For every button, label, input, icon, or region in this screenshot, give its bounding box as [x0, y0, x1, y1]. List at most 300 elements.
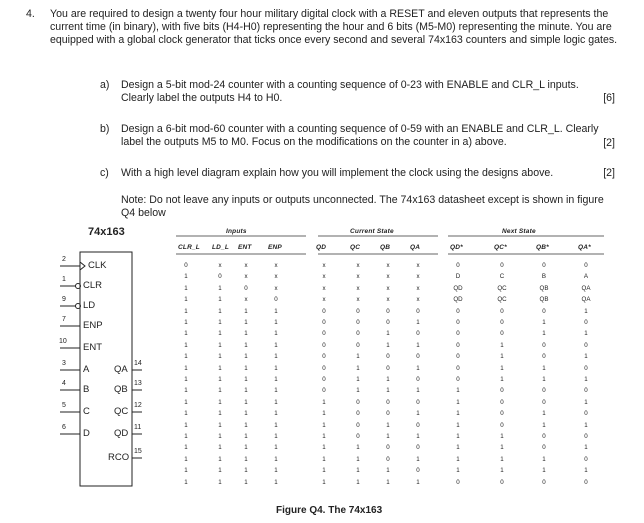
table-cell: 0 — [500, 319, 504, 326]
table-cell: 1 — [184, 307, 188, 315]
table-cell: x — [244, 262, 248, 269]
table-cell: 1 — [322, 398, 326, 406]
table-body — [176, 262, 616, 490]
table-cell: 1 — [244, 433, 248, 440]
pin-label-clr: CLR — [83, 280, 103, 291]
table-cell: 0 — [416, 330, 420, 338]
function-table — [176, 228, 616, 490]
table-header-cell: QA* — [578, 244, 591, 251]
table-cell: 1 — [274, 444, 278, 452]
table-header-row — [176, 244, 616, 254]
table-cell: 1 — [542, 455, 546, 463]
table-cell: 0 — [322, 353, 326, 361]
table-cell: 1 — [456, 444, 460, 452]
pin-label-a: A — [83, 364, 90, 375]
table-cell: 1 — [218, 364, 222, 372]
table-cell: 0 — [386, 398, 390, 406]
question-number: 4. — [26, 8, 35, 20]
table-cell: 0 — [416, 421, 420, 429]
table-cell: 1 — [184, 421, 188, 429]
table-cell: 0 — [356, 410, 360, 418]
table-cell: 1 — [244, 341, 248, 349]
table-cell: 1 — [274, 478, 278, 486]
table-cell: 0 — [356, 421, 360, 429]
table-cell: 1 — [274, 376, 278, 383]
table-cell: 0 — [542, 341, 546, 349]
table-cell: 0 — [386, 455, 390, 463]
table-cell: 1 — [500, 364, 504, 372]
table-cell: 0 — [218, 273, 222, 281]
part-a-text: Design a 5-bit mod-24 counter with a counting sequence of 0-23 with ENABLE and CLR_L inputs. Clearly label the outputs H4 to H0. — [121, 79, 579, 104]
table-row — [176, 262, 616, 273]
table-cell: 1 — [244, 444, 248, 452]
table-cell: 0 — [322, 364, 326, 372]
table-cell: 1 — [500, 455, 504, 463]
table-cell: 1 — [184, 296, 188, 304]
table-cell: 0 — [322, 330, 326, 338]
table-cell: x — [416, 273, 420, 281]
figure-caption: Figure Q4. The 74x163 — [276, 505, 383, 516]
part-c-text: With a high level diagram explain how you will implement the clock using the designs above. — [121, 167, 554, 179]
table-cell: 1 — [456, 455, 460, 463]
table-cell: 0 — [386, 444, 390, 452]
table-cell: 1 — [322, 455, 326, 463]
pin-label-rco: RCO — [108, 452, 130, 463]
table-cell: 0 — [542, 387, 546, 395]
table-cell: 1 — [584, 444, 588, 452]
table-cell: 1 — [456, 410, 460, 418]
part-c-label: c) — [100, 167, 109, 179]
pin-num-qb: 13 — [134, 380, 142, 387]
table-cell: A — [583, 273, 589, 281]
table-cell: 1 — [542, 410, 546, 418]
table-cell: 1 — [218, 444, 222, 452]
table-cell: 1 — [356, 455, 360, 463]
table-cell: 0 — [500, 330, 504, 338]
table-cell: 1 — [584, 376, 588, 383]
table-cell: 0 — [356, 433, 360, 440]
pin-label-c: C — [83, 406, 90, 417]
table-cell: x — [356, 296, 360, 304]
table-cell: 1 — [184, 284, 188, 292]
table-cell: 1 — [386, 330, 390, 338]
table-cell: 0 — [416, 376, 420, 383]
table-cell: 1 — [218, 376, 222, 383]
table-cell: 1 — [416, 478, 420, 486]
pin-label-qb: QB — [114, 384, 128, 395]
table-cell: 1 — [184, 467, 188, 475]
table-row — [176, 410, 616, 421]
pin-label-clk: CLK — [88, 260, 107, 271]
table-row — [176, 308, 616, 319]
group-current: Current State — [350, 228, 394, 235]
table-cell: x — [416, 284, 420, 292]
table-cell: C — [499, 273, 505, 281]
table-cell: B — [541, 273, 547, 281]
table-cell: 1 — [218, 467, 222, 475]
table-cell: 0 — [456, 262, 460, 269]
table-cell: 1 — [542, 330, 546, 338]
table-cell: x — [244, 273, 248, 281]
table-cell: 1 — [356, 467, 360, 475]
table-cell: 1 — [542, 319, 546, 326]
table-cell: x — [416, 262, 420, 269]
table-cell: 1 — [218, 478, 222, 486]
table-cell: x — [386, 296, 390, 304]
table-row — [176, 273, 616, 284]
table-cell: 1 — [416, 319, 420, 326]
table-cell: 1 — [356, 353, 360, 361]
table-cell: 1 — [184, 341, 188, 349]
table-row — [176, 330, 616, 341]
pin-num-c: 5 — [62, 402, 66, 409]
table-cell: 1 — [416, 433, 420, 440]
pin-num-d: 6 — [62, 424, 66, 431]
table-cell: QB — [539, 284, 549, 292]
table-row — [176, 479, 616, 490]
table-header-cell: QB — [380, 244, 391, 251]
table-cell: 1 — [322, 478, 326, 486]
chip-title: 74x163 — [88, 226, 125, 238]
table-cell: 1 — [184, 330, 188, 338]
table-cell: x — [416, 296, 420, 304]
table-cell: 0 — [542, 262, 546, 269]
table-cell: 1 — [274, 319, 278, 326]
table-cell: 0 — [584, 341, 588, 349]
table-cell: 0 — [542, 444, 546, 452]
table-cell: 1 — [184, 364, 188, 372]
table-cell: 1 — [218, 319, 222, 326]
table-row — [176, 319, 616, 330]
table-cell: 1 — [542, 467, 546, 475]
table-cell: 1 — [322, 444, 326, 452]
table-cell: 1 — [416, 455, 420, 463]
table-cell: 1 — [416, 341, 420, 349]
table-cell: QC — [497, 284, 507, 292]
table-cell: 1 — [274, 421, 278, 429]
table-cell: 1 — [244, 364, 248, 372]
table-row — [176, 456, 616, 467]
table-cell: 1 — [244, 398, 248, 406]
table-row — [176, 365, 616, 376]
table-cell: 1 — [386, 467, 390, 475]
pin-num-ld: 9 — [62, 296, 66, 303]
part-b-marks: [2] — [603, 137, 615, 149]
table-cell: 1 — [416, 387, 420, 395]
table-cell: 1 — [218, 398, 222, 406]
pin-num-qd: 11 — [134, 424, 142, 431]
table-cell: 1 — [386, 376, 390, 383]
table-cell: 1 — [184, 433, 188, 440]
table-header-cell: ENT — [238, 244, 252, 251]
table-cell: 1 — [184, 444, 188, 452]
table-cell: 0 — [584, 433, 588, 440]
table-cell: 0 — [500, 262, 504, 269]
table-cell: 0 — [584, 478, 588, 486]
table-cell: x — [356, 284, 360, 292]
table-row — [176, 387, 616, 398]
table-cell: QB — [539, 296, 549, 304]
table-cell: 0 — [584, 455, 588, 463]
table-cell: 1 — [322, 467, 326, 475]
table-cell: 1 — [386, 433, 390, 440]
table-cell: 1 — [244, 353, 248, 361]
table-cell: 1 — [184, 353, 188, 361]
table-cell: 1 — [218, 421, 222, 429]
table-cell: 0 — [322, 341, 326, 349]
table-cell: 0 — [456, 376, 460, 383]
table-cell: 1 — [244, 307, 248, 315]
table-cell: 1 — [542, 376, 546, 383]
part-b-label: b) — [100, 123, 110, 135]
pin-num-enp: 7 — [62, 316, 66, 323]
table-cell: 1 — [322, 421, 326, 429]
table-cell: 0 — [584, 262, 588, 269]
table-cell: 1 — [500, 353, 504, 361]
table-cell: 0 — [542, 398, 546, 406]
table-cell: 1 — [542, 421, 546, 429]
table-cell: 1 — [184, 319, 188, 326]
table-cell: 1 — [184, 410, 188, 418]
table-row — [176, 399, 616, 410]
table-cell: 0 — [416, 444, 420, 452]
table-header-cell: CLR_L — [178, 244, 200, 251]
table-cell: 1 — [584, 467, 588, 475]
table-cell: 1 — [244, 455, 248, 463]
table-cell: 1 — [244, 387, 248, 395]
table-cell: 1 — [356, 478, 360, 486]
table-cell: 0 — [500, 307, 504, 315]
table-cell: 1 — [244, 421, 248, 429]
table-cell: 0 — [184, 262, 188, 269]
table-cell: 1 — [500, 376, 504, 383]
table-cell: 1 — [184, 478, 188, 486]
table-cell: 1 — [274, 410, 278, 418]
table-cell: 1 — [244, 467, 248, 475]
table-cell: 1 — [456, 433, 460, 440]
table-cell: 1 — [274, 467, 278, 475]
table-cell: 1 — [184, 273, 188, 281]
table-cell: 1 — [584, 398, 588, 406]
table-cell: 0 — [500, 410, 504, 418]
table-cell: 1 — [244, 330, 248, 338]
table-cell: 0 — [386, 364, 390, 372]
table-cell: 1 — [218, 433, 222, 440]
table-cell: 0 — [356, 319, 360, 326]
table-cell: 0 — [386, 353, 390, 361]
table-cell: QA — [581, 296, 591, 304]
table-cell: 0 — [274, 296, 278, 304]
table-cell: QC — [497, 296, 507, 304]
pin-label-ent: ENT — [83, 342, 102, 353]
table-header-cell: ENP — [268, 244, 282, 251]
chip-symbol — [58, 240, 142, 490]
table-cell: 1 — [416, 410, 420, 418]
table-cell: 1 — [356, 364, 360, 372]
pin-num-b: 4 — [62, 380, 66, 387]
table-cell: 0 — [500, 478, 504, 486]
table-row — [176, 296, 616, 307]
table-cell: 1 — [218, 341, 222, 349]
table-cell: 0 — [542, 307, 546, 315]
table-cell: 1 — [218, 296, 222, 304]
table-cell: 0 — [386, 410, 390, 418]
table-cell: 0 — [456, 353, 460, 361]
table-cell: 0 — [584, 410, 588, 418]
table-cell: 0 — [456, 341, 460, 349]
table-cell: 0 — [322, 307, 326, 315]
table-cell: 1 — [500, 467, 504, 475]
table-cell: 1 — [184, 455, 188, 463]
table-cell: x — [274, 284, 278, 292]
table-cell: D — [455, 273, 461, 281]
table-cell: 0 — [500, 421, 504, 429]
table-cell: x — [274, 273, 278, 281]
table-cell: 0 — [416, 307, 420, 315]
pin-label-enp: ENP — [83, 320, 103, 331]
table-cell: QD — [453, 284, 463, 292]
table-cell: 0 — [356, 398, 360, 406]
table-cell: x — [244, 296, 248, 304]
pin-label-qa: QA — [114, 364, 128, 375]
part-b-text: Design a 6-bit mod-60 counter with a counting sequence of 0-59 with an ENABLE and CLR_L. Clearly label the outputs M5 to M0. Focus on the modifications on the counter in a) above. — [121, 123, 599, 148]
table-header-cell: QB* — [536, 244, 549, 251]
table-cell: 0 — [456, 307, 460, 315]
table-row — [176, 467, 616, 478]
table-row — [176, 342, 616, 353]
table-cell: x — [386, 273, 390, 281]
pin-num-qc: 12 — [134, 402, 142, 409]
table-cell: 1 — [244, 376, 248, 383]
table-cell: 0 — [386, 307, 390, 315]
table-cell: 1 — [274, 330, 278, 338]
table-cell: x — [322, 284, 326, 292]
table-cell: 0 — [356, 307, 360, 315]
group-inputs: Inputs — [226, 228, 247, 235]
table-cell: 1 — [456, 421, 460, 429]
part-a-marks: [6] — [603, 92, 615, 104]
table-cell: 0 — [386, 319, 390, 326]
table-cell: x — [386, 284, 390, 292]
table-cell: x — [322, 273, 326, 281]
table-cell: 0 — [416, 353, 420, 361]
table-cell: 1 — [584, 307, 588, 315]
table-cell: 1 — [274, 307, 278, 315]
table-cell: 1 — [322, 433, 326, 440]
table-cell: x — [274, 262, 278, 269]
table-cell: 1 — [584, 421, 588, 429]
table-cell: 1 — [218, 284, 222, 292]
table-row — [176, 285, 616, 296]
table-cell: x — [322, 262, 326, 269]
pin-num-a: 3 — [62, 360, 66, 367]
table-cell: 1 — [542, 364, 546, 372]
table-cell: 0 — [456, 330, 460, 338]
part-a-label: a) — [100, 79, 110, 91]
table-row — [176, 433, 616, 444]
table-cell: 0 — [542, 353, 546, 361]
table-cell: 0 — [356, 330, 360, 338]
table-cell: 1 — [244, 319, 248, 326]
table-cell: 1 — [356, 444, 360, 452]
table-header-cell: QD* — [450, 244, 463, 251]
table-cell: 0 — [542, 433, 546, 440]
table-row — [176, 422, 616, 433]
pin-label-qd: QD — [114, 428, 129, 439]
table-row — [176, 376, 616, 387]
table-header-cell: QC — [350, 244, 361, 251]
table-cell: 1 — [456, 398, 460, 406]
table-cell: x — [356, 262, 360, 269]
table-cell: 0 — [584, 319, 588, 326]
table-cell: 1 — [244, 410, 248, 418]
table-cell: 1 — [500, 433, 504, 440]
table-cell: 0 — [244, 284, 248, 292]
table-cell: 0 — [456, 478, 460, 486]
table-cell: 0 — [416, 467, 420, 475]
table-cell: QA — [581, 284, 591, 292]
pin-num-ent: 10 — [59, 338, 67, 345]
table-cell: 0 — [416, 398, 420, 406]
table-cell: 1 — [274, 455, 278, 463]
note-text: Note: Do not leave any inputs or outputs unconnected. The 74x163 datasheet except is shown in figure Q4 below — [121, 194, 604, 219]
table-cell: 0 — [456, 319, 460, 326]
pin-num-clk: 2 — [62, 256, 66, 263]
table-cell: 0 — [456, 364, 460, 372]
table-cell: 1 — [386, 478, 390, 486]
table-header-cell: QC* — [494, 244, 507, 251]
pin-num-rco: 15 — [134, 448, 142, 455]
table-cell: 1 — [356, 376, 360, 383]
table-cell: 1 — [184, 376, 188, 383]
table-row — [176, 444, 616, 455]
table-cell: 1 — [218, 353, 222, 361]
table-cell: 0 — [584, 364, 588, 372]
table-cell: QD — [453, 296, 463, 304]
table-cell: 1 — [184, 398, 188, 406]
table-cell: 0 — [542, 478, 546, 486]
table-cell: 1 — [184, 387, 188, 395]
table-cell: x — [356, 273, 360, 281]
table-cell: 1 — [584, 353, 588, 361]
pin-label-qc: QC — [114, 406, 129, 417]
pin-label-b: B — [83, 384, 90, 395]
table-cell: 1 — [218, 410, 222, 418]
table-cell: 1 — [274, 387, 278, 395]
table-cell: 1 — [218, 330, 222, 338]
table-cell: 1 — [274, 341, 278, 349]
table-row — [176, 353, 616, 364]
table-cell: 1 — [218, 387, 222, 395]
table-cell: 1 — [416, 364, 420, 372]
table-cell: 1 — [500, 444, 504, 452]
table-cell: 1 — [322, 410, 326, 418]
pin-num-clr: 1 — [62, 276, 66, 283]
table-cell: 1 — [456, 387, 460, 395]
table-cell: 1 — [244, 478, 248, 486]
table-cell: 1 — [356, 387, 360, 395]
table-header-cell: QD — [316, 244, 327, 251]
table-cell: 1 — [456, 467, 460, 475]
pin-num-qa: 14 — [134, 360, 142, 367]
table-cell: 1 — [386, 387, 390, 395]
table-cell: 1 — [218, 455, 222, 463]
table-cell: x — [322, 296, 326, 304]
table-cell: 1 — [584, 330, 588, 338]
question-intro: You are required to design a twenty four hour military digital clock with a RESET and eleven outputs that represents the current time (in binary), with five bits (H4-H0) representing the hour and 6 bits (M5-M0) representing the minute. You are equipped with a global clock generator that ticks once every second and several 74x163 counters and simple logic gates. — [50, 8, 618, 46]
table-cell: x — [218, 262, 222, 269]
table-cell: 1 — [274, 353, 278, 361]
